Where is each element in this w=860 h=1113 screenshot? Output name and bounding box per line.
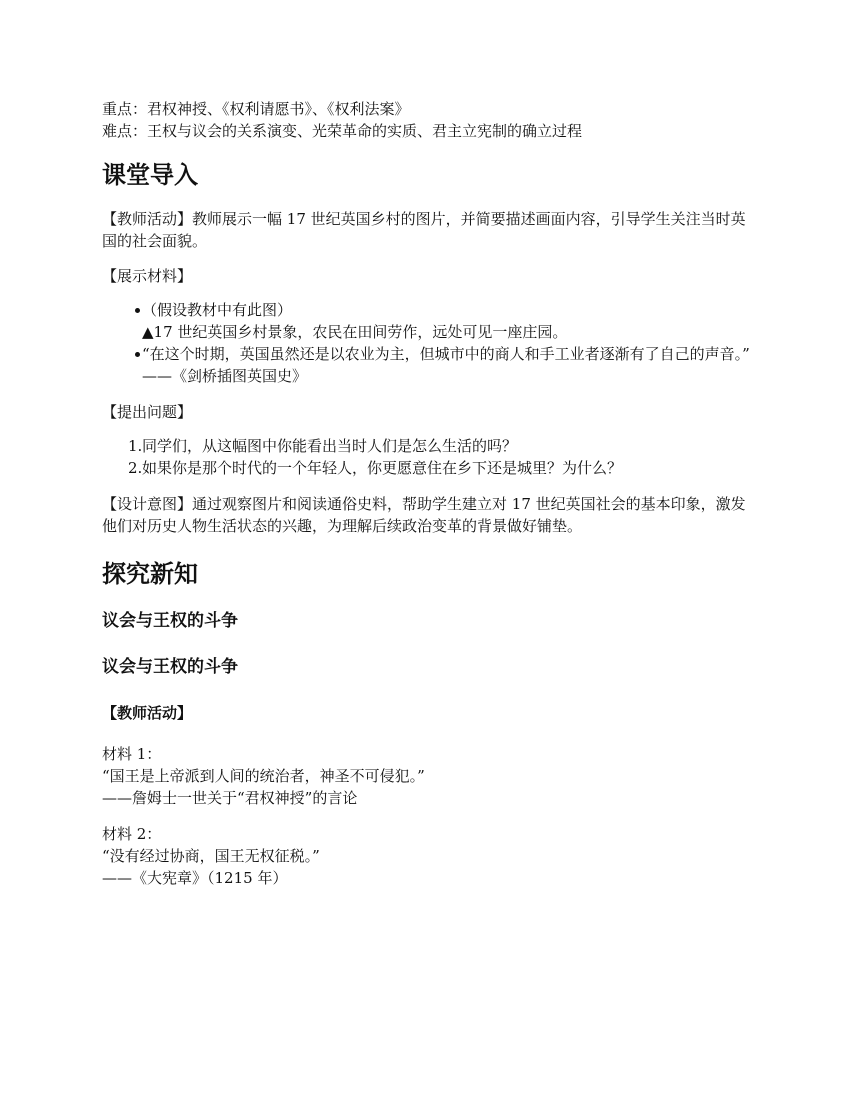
questions-label: 【提出问题】 — [102, 403, 193, 421]
question-item: 2. 如果你是那个时代的一个年轻人，你更愿意住在乡下还是城里？为什么？ — [128, 459, 623, 477]
material-item: （假设教材中有此图） ▲17 世纪英国乡村景象，农民在田间劳作，远处可见一座庄园。 — [142, 299, 752, 343]
question-item: 1. 同学们，从这幅图中你能看出当时人们是怎么生活的吗？ — [128, 437, 518, 455]
material-item: “在这个时期，英国虽然还是以农业为主，但城市中的商人和手工业者逐渐有了自己的声音。” ——《剑桥插图英国史》 — [142, 343, 752, 387]
material-label: 【展示材料】 — [102, 267, 193, 285]
document-page — [102, 98, 752, 889]
question-list — [102, 435, 752, 479]
design-intent: 【设计意图】通过观察图片和阅读通俗史料，帮助学生建立对 17 世纪英国社会的基本印象，激发他们对历史人物生活状态的兴趣，为理解后续政治变革的背景做好铺垫。 — [102, 495, 746, 535]
subheading-1: 议会与王权的斗争 — [102, 611, 238, 631]
intro-heading: 课堂导入 — [102, 161, 198, 189]
intro-teacher-activity: 【教师活动】教师展示一幅 17 世纪英国乡村的图片，并简要描述画面内容，引导学生关注当时英国的社会面貌。 — [102, 210, 746, 250]
subheading-2: 议会与王权的斗争 — [102, 657, 238, 677]
explore-heading: 探究新知 — [102, 560, 198, 588]
material-list — [102, 299, 752, 387]
teacher-activity-label: 【教师活动】 — [102, 704, 193, 722]
key-points: 重点：君权神授、《权利请愿书》、《权利法案》 — [102, 100, 410, 118]
difficulties: 难点：王权与议会的关系演变、光荣革命的实质、君主立宪制的确立过程 — [102, 122, 583, 140]
material-1: 材料 1： “国王是上帝派到人间的统治者，神圣不可侵犯。” ——詹姆士一世关于“君权神授”的言论 — [102, 745, 425, 807]
material-2: 材料 2： “没有经过协商，国王无权征税。” ——《大宪章》（1215 年） — [102, 825, 320, 887]
